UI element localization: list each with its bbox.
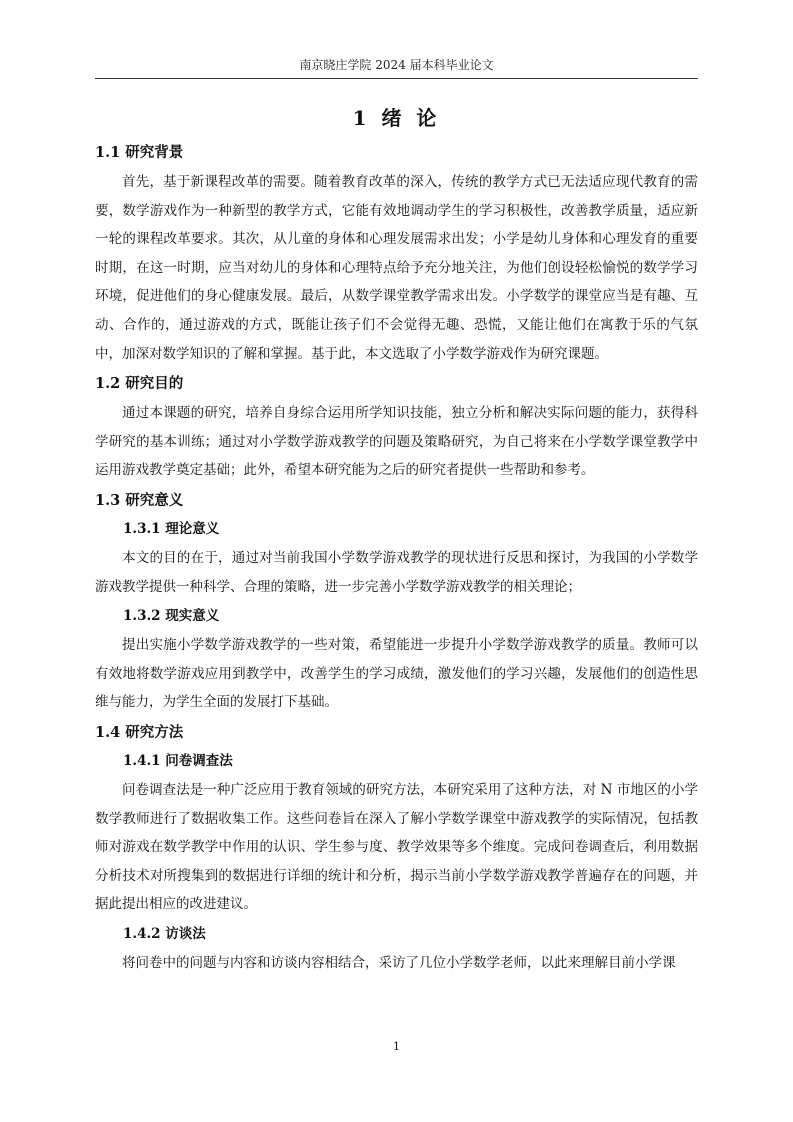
subsection-heading-1-3-1: 1.3.1 理论意义 bbox=[123, 520, 220, 537]
section-heading-1-4: 1.4 研究方法 bbox=[95, 723, 184, 741]
body-content bbox=[95, 140, 698, 977]
section-heading-1-1: 1.1 研究背景 bbox=[95, 144, 184, 161]
section-heading-1-2: 1.2 研究目的 bbox=[95, 375, 184, 393]
paragraph-theoretical-significance: 本文的目的在于，通过对当前我国小学数学游戏教学的现状进行反思和探讨，为我国的小学数学游戏教学提供一种科学、合理的策略，进一步完善小学数学游戏教学的相关理论； bbox=[95, 549, 698, 595]
page-number: 1 bbox=[393, 1040, 400, 1053]
paragraph-purpose: 通过本课题的研究，培养自身综合运用所学知识技能，独立分析和解决实际问题的能力，获得科学研究的基本训练；通过对小学数学游戏教学的问题及策略研究，为自己将来在小学数学课堂教学中运用游戏教学奠定基础；此外，希望本研究能为之后的研究者提供一些帮助和参考。 bbox=[95, 405, 698, 479]
paragraph-background: 首先，基于新课程改革的需要。随着教育改革的深入，传统的教学方式已无法适应现代教育的需要，数学游戏作为一种新型的教学方式，它能有效地调动学生的学习积极性，改善教学质量，适应新一轮的课程改革要求。其次，从儿童的身体和心理发展需求出发；小学是幼儿身体和心理发育的重要时期，在这一时期，应当对幼儿的身体和心理特点给予充分地关注，为他们创设轻松愉悦的数学学习环境，促进他们的身心健康发展。最后，从数学课堂教学需求出发。小学数学的课堂应当是有趣、互动、合作的，通过游戏的方式，既能让孩子们不会觉得无趣、恐慌，又能让他们在寓教于乐的气氛中，加深对数学知识的了解和掌握。基于此，本文选取了小学数学游戏作为研究课题。 bbox=[95, 174, 698, 362]
paragraph-interview-method: 将问卷中的问题与内容和访谈内容相结合，采访了几位小学数学老师，以此来理解目前小学课 bbox=[122, 954, 676, 971]
section-heading-1-3: 1.3 研究意义 bbox=[95, 491, 184, 509]
running-header: 南京晓庄学院 2024 届本科毕业论文 bbox=[299, 58, 494, 72]
subsection-heading-1-4-1: 1.4.1 问卷调查法 bbox=[123, 752, 233, 769]
subsection-heading-1-3-2: 1.3.2 现实意义 bbox=[123, 608, 220, 625]
chapter-title: 1 绪 论 bbox=[352, 106, 441, 130]
subsection-heading-1-4-2: 1.4.2 访谈法 bbox=[123, 925, 206, 942]
header-rule bbox=[95, 78, 698, 79]
paragraph-practical-significance: 提出实施小学数学游戏教学的一些对策，希望能进一步提升小学数学游戏教学的质量。教师可以有效地将数学游戏应用到教学中，改善学生的学习成绩，激发他们的学习兴趣，发展他们的创造性思维与能力，为学生全面的发展打下基础。 bbox=[95, 637, 698, 711]
paragraph-questionnaire-method: 问卷调查法是一种广泛应用于教育领域的研究方法，本研究采用了这种方法，对 N 市地区的小学数学教师进行了数据收集工作。这些问卷旨在深入了解小学数学课堂中游戏教学的实际情况，包括教师对游戏在数学教学中作用的认识、学生参与度、教学效果等多个维度。完成问卷调查后，利用数据分析技术对所搜集到的数据进行详细的统计和分析，揭示当前小学数学游戏教学普遍存在的问题，并据此提出相应的改进建议。 bbox=[95, 781, 698, 913]
